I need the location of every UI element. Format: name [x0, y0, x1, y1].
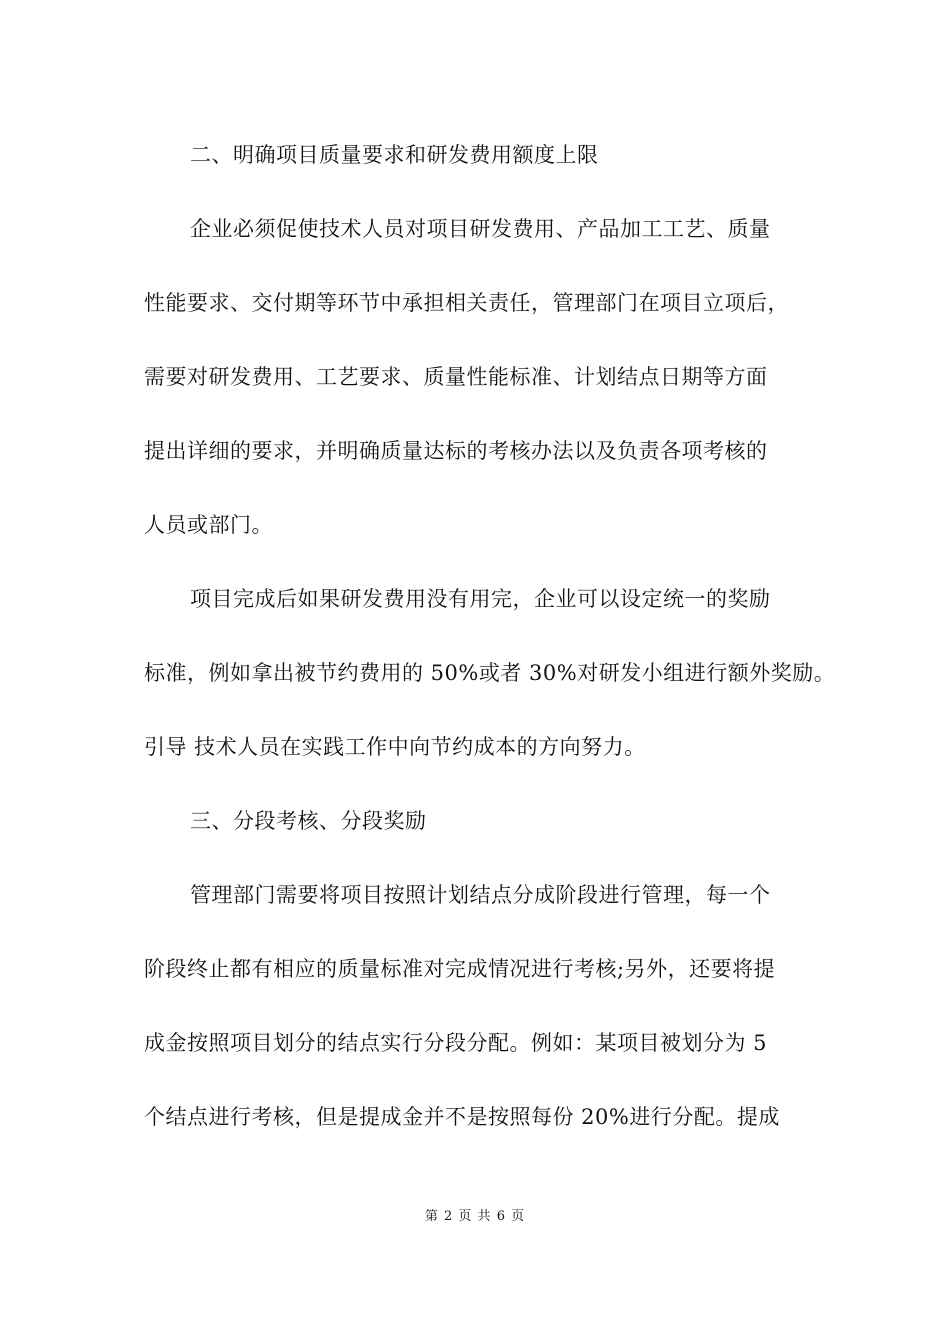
paragraph-line: 需要对研发费用、工艺要求、质量性能标准、计划结点日期等方面 [144, 365, 768, 389]
paragraph-line: 阶段终止都有相应的质量标准对完成情况进行考核;另外，还要将提 [144, 957, 776, 981]
paragraph-line: 个结点进行考核，但是提成金并不是按照每份 20%进行分配。提成 [144, 1105, 780, 1129]
paragraph-line: 引导 技术人员在实践工作中向节约成本的方向努力。 [144, 735, 646, 759]
paragraph-line: 企业必须促使技术人员对项目研发费用、产品加工工艺、质量 [190, 217, 771, 241]
paragraph-line: 管理部门需要将项目按照计划结点分成阶段进行管理，每一个 [190, 883, 771, 907]
paragraph-line: 成金按照项目划分的结点实行分段分配。例如：某项目被划分为 5 [144, 1031, 768, 1055]
section-heading-2: 二、明确项目质量要求和研发费用额度上限 [190, 143, 599, 167]
paragraph-line: 性能要求、交付期等环节中承担相关责任，管理部门在项目立项后， [144, 291, 789, 315]
paragraph-line: 标准，例如拿出被节约费用的 50%或者 30%对研发小组进行额外奖励。 [144, 661, 836, 685]
section-heading-3: 三、分段考核、分段奖励 [190, 809, 427, 833]
page-number-footer: 第 2 页 共 6 页 [424, 1209, 526, 1224]
paragraph-line: 项目完成后如果研发费用没有用完，企业可以设定统一的奖励 [190, 587, 771, 611]
paragraph-line: 提出详细的要求，并明确质量达标的考核办法以及负责各项考核的 [144, 439, 768, 463]
paragraph-line: 人员或部门。 [144, 513, 273, 537]
